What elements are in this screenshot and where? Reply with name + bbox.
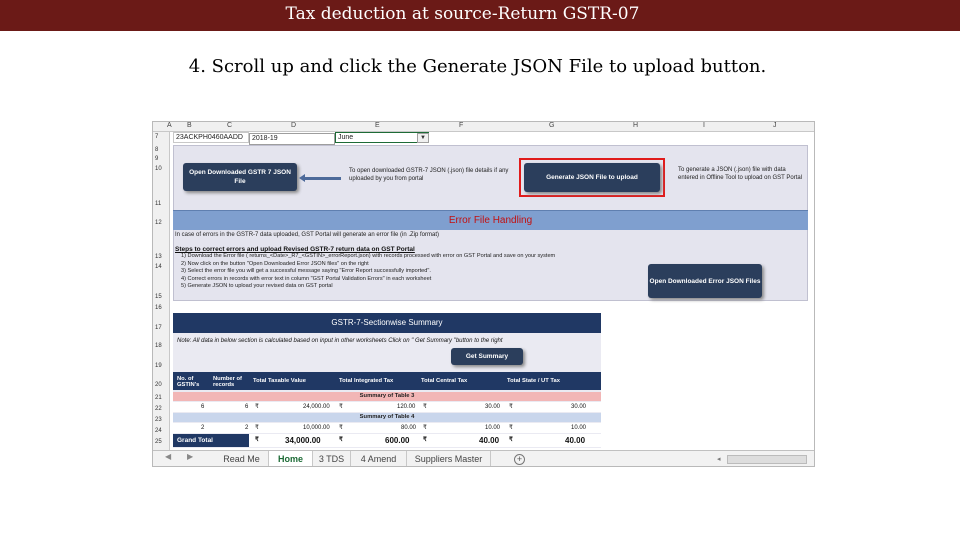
get-summary-button[interactable]: Get Summary xyxy=(451,348,523,365)
scroll-left-icon[interactable]: ◂ xyxy=(717,456,721,463)
grand-cgst: 40.00 xyxy=(479,436,500,445)
currency-symbol: ₹ xyxy=(255,425,259,431)
chevron-right-icon[interactable]: ▶ xyxy=(187,452,194,461)
currency-symbol: ₹ xyxy=(255,404,259,410)
grand-igst: 600.00 xyxy=(385,436,410,445)
col-header-e[interactable]: E xyxy=(375,122,380,129)
tab-suppliers-master[interactable]: Suppliers Master xyxy=(407,451,491,467)
row-number[interactable]: 19 xyxy=(155,363,162,369)
col-header-g[interactable]: G xyxy=(549,122,555,129)
table-row xyxy=(173,423,601,433)
tab-4-amend[interactable]: 4 Amend xyxy=(351,451,407,467)
cell-cgst: 30.00 xyxy=(485,404,501,410)
left-arrow-icon xyxy=(305,177,341,180)
cell-cgst: 10.00 xyxy=(485,425,501,431)
summary-title: GSTR-7-Sectionwise Summary xyxy=(173,313,601,333)
row-number[interactable]: 13 xyxy=(155,254,162,260)
plus-circle-icon[interactable]: + xyxy=(514,454,525,465)
chevron-left-icon[interactable]: ◀ xyxy=(165,452,172,461)
col-header-h[interactable]: H xyxy=(633,122,639,129)
cell-records: 6 xyxy=(245,404,249,410)
table-row xyxy=(173,402,601,412)
row-number[interactable]: 25 xyxy=(155,439,162,445)
header-records: Number of records xyxy=(213,376,242,388)
grand-total-row xyxy=(173,434,601,447)
step-item: 2) Now click on the button "Open Downloaded Error JSON files" on the right xyxy=(181,260,369,267)
row-number[interactable]: 22 xyxy=(155,406,162,412)
row-number[interactable]: 12 xyxy=(155,220,162,226)
cell-igst: 120.00 xyxy=(397,404,416,410)
step-item: 4) Correct errors in records with error text in column "GST Portal Validation Errors" in each worksheet xyxy=(181,275,432,282)
cell-gstins: 6 xyxy=(201,404,205,410)
row-number[interactable]: 7 xyxy=(155,134,159,140)
summary-table-header xyxy=(173,372,601,390)
currency-symbol: ₹ xyxy=(339,437,343,443)
step-item: 1) Download the Error file ( returns_<Date>_R7_<GSTIN>_errorReport.json) with records processed with error on GST Portal and save on your system xyxy=(181,253,556,259)
grand-taxable: 34,000.00 xyxy=(285,436,321,445)
title-bar xyxy=(0,0,960,31)
currency-symbol: ₹ xyxy=(339,425,343,431)
row-number[interactable]: 9 xyxy=(155,156,159,162)
generate-note: To generate a JSON (.json) file with data entered in Offline Tool to upload on GST Portal xyxy=(678,167,803,181)
cell-gstins: 2 xyxy=(201,425,205,431)
row-number[interactable]: 20 xyxy=(155,382,162,388)
generate-json-button[interactable]: Generate JSON File to upload xyxy=(524,163,660,192)
cell-taxable: 24,000.00 xyxy=(303,404,330,410)
horizontal-scrollbar[interactable] xyxy=(727,455,807,464)
row-number[interactable]: 14 xyxy=(155,264,162,270)
col-header-a[interactable]: A xyxy=(167,122,172,129)
month-select[interactable]: June xyxy=(335,132,429,143)
header-cgst: Total Central Tax xyxy=(421,378,468,384)
currency-symbol: ₹ xyxy=(509,404,513,410)
row-header-bar xyxy=(153,132,170,450)
row-number[interactable]: 24 xyxy=(155,428,162,434)
header-igst: Total Integrated Tax xyxy=(339,378,394,384)
excel-worksheet xyxy=(152,121,815,467)
row-number[interactable]: 23 xyxy=(155,417,162,423)
col-header-c[interactable]: C xyxy=(227,122,233,129)
summary-note: Note: All data in below section is calculated based on input in other worksheets Click on " Get Summary "button to the right xyxy=(177,338,503,344)
col-header-i[interactable]: I xyxy=(703,122,705,129)
row-number[interactable]: 21 xyxy=(155,395,162,401)
row-number[interactable]: 8 xyxy=(155,147,159,153)
financial-year-field[interactable]: 2018-19 xyxy=(249,133,335,145)
instruction-text: 4. Scroll up and click the Generate JSON File to upload button. xyxy=(188,56,767,77)
currency-symbol: ₹ xyxy=(423,404,427,410)
gstin-cell[interactable]: 23ACKPH0460AADD xyxy=(173,132,249,143)
currency-symbol: ₹ xyxy=(509,425,513,431)
tab-home[interactable]: Home xyxy=(269,451,313,467)
col-header-f[interactable]: F xyxy=(459,122,464,129)
header-sgst: Total State / UT Tax xyxy=(507,378,560,384)
table4-band: Summary of Table 4 xyxy=(173,413,601,422)
grand-sgst: 40.00 xyxy=(565,436,586,445)
col-header-b[interactable]: B xyxy=(187,122,192,129)
header-taxable: Total Taxable Value xyxy=(253,378,306,384)
column-header-bar xyxy=(153,122,815,132)
error-handling-header xyxy=(173,210,808,230)
step-item: 3) Select the error file you will get a successful message saying "Error Report successfully imported". xyxy=(181,268,431,275)
chevron-down-icon[interactable]: ▼ xyxy=(417,133,429,143)
open-downloaded-gstr7-button[interactable]: Open Downloaded GSTR 7 JSON File xyxy=(183,163,297,191)
cell-sgst: 10.00 xyxy=(571,425,587,431)
table3-band: Summary of Table 3 xyxy=(173,392,601,401)
sheet-tab-bar xyxy=(153,450,815,467)
currency-symbol: ₹ xyxy=(255,437,259,443)
error-handling-title: Error File Handling xyxy=(448,215,533,226)
currency-symbol: ₹ xyxy=(339,404,343,410)
row-number[interactable]: 11 xyxy=(155,201,162,207)
col-header-d[interactable]: D xyxy=(291,122,297,129)
row-number[interactable]: 17 xyxy=(155,325,162,331)
open-download-note: To open downloaded GSTR-7 JSON (.json) file details if any uploaded by you from portal xyxy=(349,168,509,182)
cell-records: 2 xyxy=(245,425,249,431)
slide-title: Tax deduction at source-Return GSTR-07 xyxy=(285,4,640,24)
row-number[interactable]: 15 xyxy=(155,294,162,300)
cell-sgst: 30.00 xyxy=(571,404,587,410)
cell-taxable: 10,000.00 xyxy=(303,425,330,431)
error-steps xyxy=(175,246,645,291)
error-intro-text: In case of errors in the GSTR-7 data uploaded, GST Portal will generate an error file (in .Zip format) xyxy=(175,232,440,238)
tab-read-me[interactable]: Read Me xyxy=(215,451,269,467)
step-item: 5) Generate JSON to upload your revised data on GST portal xyxy=(181,283,333,290)
row-number[interactable]: 16 xyxy=(155,305,162,311)
tab-3-tds[interactable]: 3 TDS xyxy=(313,451,351,467)
cell-igst: 80.00 xyxy=(401,425,417,431)
row-number[interactable]: 18 xyxy=(155,343,162,349)
open-error-json-button[interactable]: Open Downloaded Error JSON Files xyxy=(648,264,762,298)
col-header-j[interactable]: J xyxy=(773,122,777,129)
row-number[interactable]: 10 xyxy=(155,166,162,172)
grand-total-label: Grand Total xyxy=(173,434,249,447)
steps-heading: Steps to correct errors and upload Revised GSTR-7 return data on GST Portal xyxy=(175,246,415,253)
currency-symbol: ₹ xyxy=(423,425,427,431)
sectionwise-summary xyxy=(173,313,601,448)
header-gstins: No. of GSTIN's xyxy=(177,376,200,388)
currency-symbol: ₹ xyxy=(423,437,427,443)
currency-symbol: ₹ xyxy=(509,437,513,443)
